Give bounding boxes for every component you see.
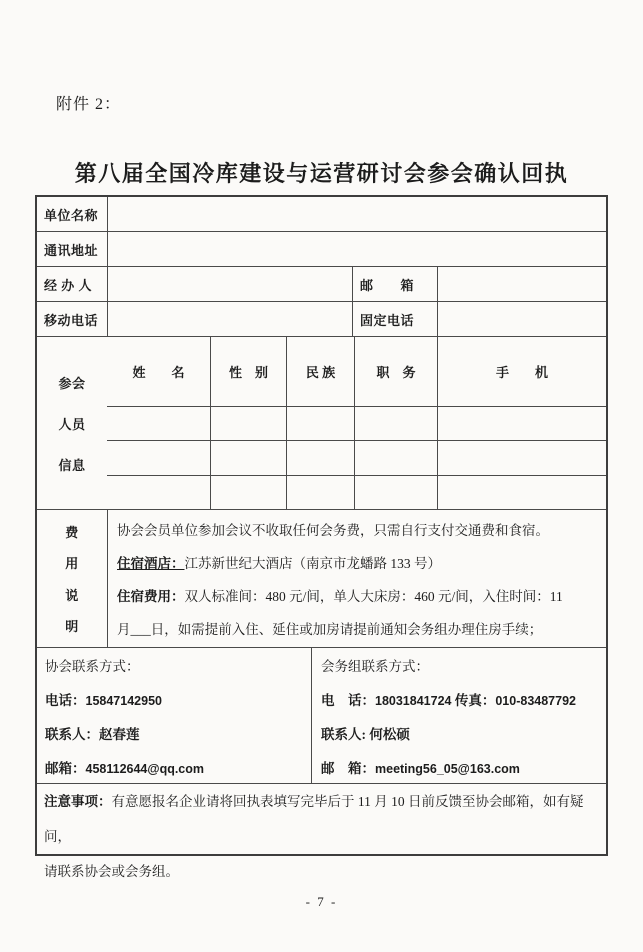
organizer-phone-line: 电 话：18031841724 传真：010-83487792 [321,693,576,708]
attachment-label: 附件 2： [56,96,122,113]
participants-grid [107,337,606,509]
cost-value-2: 月___日，如需提前入住、延住或加房请提前通知会务组办理住房手续； [117,622,543,637]
address-label: 通讯地址 [44,242,99,258]
participants-label-line: 人员 [58,416,86,432]
association-person-line: 联系人：赵春莲 [45,727,140,742]
blank-cell [286,476,354,509]
organizer-contact-block [311,648,606,783]
association-phone-line: 电话：15847142950 [45,693,162,708]
blank-cell [107,441,210,474]
landline-label: 固定电话 [352,302,437,336]
fee-intro-line: 协会会员单位参加会议不收取任何会务费，只需自行支付交通费和食宿。 [117,523,549,538]
fee-label-char: 明 [65,618,79,634]
fee-cost-line-2 [117,613,597,646]
table-row-phones [37,301,606,336]
table-row-fee [37,509,606,647]
notes-line-1: 注意事项：有意愿报名企业请将回执表填写完毕后于 11 月 10 日前反馈至协会邮箱，如有疑问， [44,794,584,844]
participants-section-label [37,337,107,509]
participants-header-row [107,337,606,406]
organizer-person-line: 联系人: 何松硕 [321,727,410,742]
table-row-unit-name [37,197,606,231]
blank-cell [437,441,606,474]
association-contact-block [37,648,311,783]
notes-label: 注意事项： [44,794,112,809]
organizer-contact-title: 会务组联系方式： [321,659,429,674]
participants-label-line: 信息 [58,457,86,473]
table-row-notes [37,783,606,879]
association-email-line: 邮箱：458112644@qq.com [45,761,205,776]
table-row-address [37,231,606,266]
fee-section-label [37,510,107,647]
association-email: 458112644@qq.com [85,762,205,776]
fee-label-char: 说 [65,587,79,603]
column-header-mobile: 手 机 [437,337,606,406]
address-blank-cell [107,232,606,266]
table-row-contacts [37,647,606,783]
fee-label-char: 费 [65,525,79,541]
unit-name-label: 单位名称 [44,207,99,223]
table-row-participants [37,336,606,509]
column-header-name: 姓 名 [132,365,185,380]
organizer-phone: 18031841724 [375,694,452,708]
page-number: - 7 - [305,894,338,909]
blank-cell [437,407,606,440]
participants-empty-row [107,475,606,509]
email-blank-cell [437,267,606,301]
organizer-email-line: 邮 箱：meeting56_05@163.com [321,761,520,776]
organizer-email: meeting56_05@163.com [375,762,520,776]
association-contact-title: 协会联系方式： [45,659,140,674]
blank-cell [354,476,437,509]
fee-hotel-line [117,547,597,580]
table-row-handler-email [37,266,606,301]
hotel-value: 江苏新世纪大酒店（南京市龙蟠路 133 号） [184,556,441,571]
blank-cell [210,476,286,509]
cost-value-1: 双人标准间：480 元/间，单人大床房：460 元/间，入住时间：11 [184,589,563,604]
page-title: 第八届全国冷库建设与运营研讨会参会确认回执 [74,161,569,186]
association-person: 赵春莲 [99,727,140,742]
unit-name-blank-cell [107,197,606,231]
organizer-person: 何松硕 [369,727,410,742]
fee-details [107,510,606,647]
blank-cell [354,407,437,440]
landline-blank-cell [437,302,606,336]
blank-cell [437,476,606,509]
column-header-gender: 性 别 [210,337,286,406]
notes-block [37,784,606,879]
hotel-label: 住宿酒店： [117,556,185,571]
participants-empty-row [107,440,606,474]
fee-label-char: 用 [65,556,79,572]
fee-cost-line-1 [117,580,597,613]
participants-empty-row [107,406,606,440]
blank-cell [354,441,437,474]
organizer-fax: 010-83487792 [495,694,576,708]
blank-cell [286,441,354,474]
blank-cell [210,441,286,474]
cost-label: 住宿费用： [117,589,185,604]
column-header-ethnicity: 民 族 [286,337,354,406]
handler-label: 经 办 人 [44,277,93,293]
handler-blank-cell [107,267,352,301]
participants-label-line: 参会 [58,375,86,391]
column-header-position: 职 务 [354,337,437,406]
mobile-phone-label: 移动电话 [44,312,99,328]
confirmation-form-table [35,195,608,879]
mobile-phone-blank-cell [107,302,352,336]
blank-cell [286,407,354,440]
association-phone: 15847142950 [85,694,162,708]
notes-line-2: 请联系协会或会务组。 [44,864,179,879]
blank-cell [107,476,210,509]
blank-cell [107,407,210,440]
blank-cell [210,407,286,440]
email-label: 邮 箱 [352,267,437,301]
